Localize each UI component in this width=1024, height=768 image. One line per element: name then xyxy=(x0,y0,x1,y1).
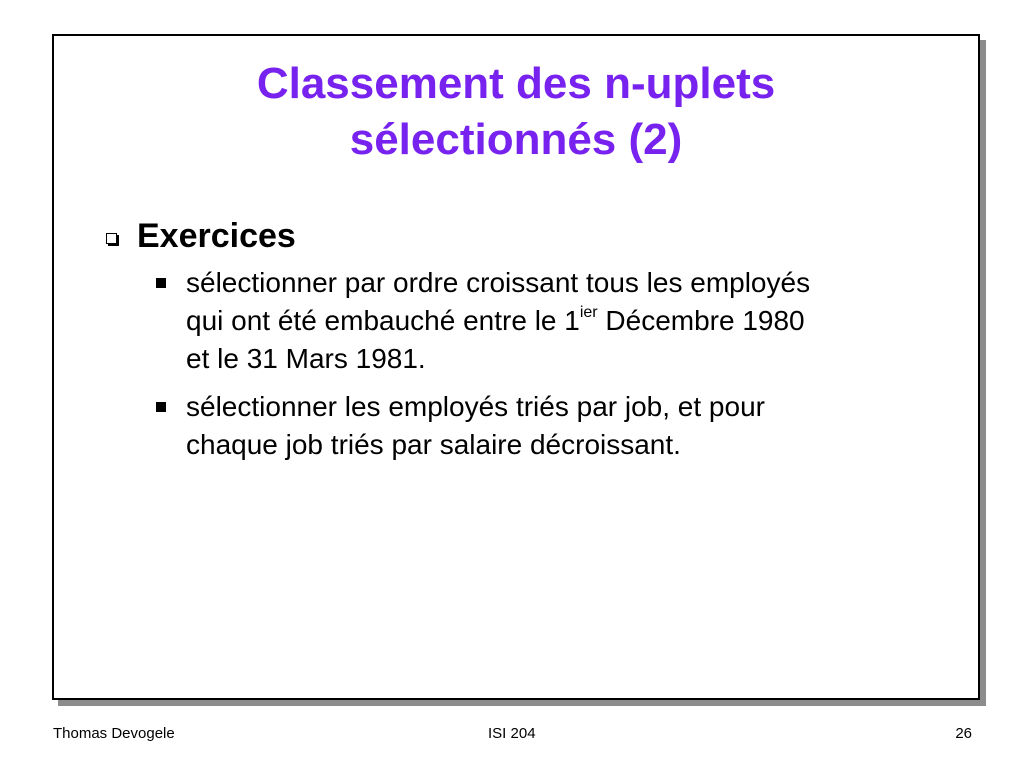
slide-title-line-1: Classement des n-uplets xyxy=(256,59,776,108)
bullet-item-1-line-2-start: qui ont été embauché entre le 1 xyxy=(186,305,580,336)
filled-square-bullet-icon xyxy=(156,278,166,288)
ordinal-superscript: ier xyxy=(579,303,598,321)
slide-frame xyxy=(52,34,980,700)
filled-square-bullet-icon xyxy=(156,402,166,412)
bullet-item-2-line-2: chaque job triés par salaire décroissant. xyxy=(186,429,681,460)
footer-course: ISI 204 xyxy=(488,725,536,742)
bullet-item-1-line-1: sélectionner par ordre croissant tous les employés xyxy=(186,267,811,298)
slide-title xyxy=(54,56,978,168)
footer-author: Thomas Devogele xyxy=(53,725,175,742)
section-heading: Exercices xyxy=(137,217,296,255)
bullet-item-2 xyxy=(156,388,956,464)
bullet-item-1-line-2-end: Décembre 1980 xyxy=(597,305,805,336)
bullet-item-2-line-1: sélectionner les employés triés par job, et pour xyxy=(186,391,765,422)
bullet-item-1-text xyxy=(186,264,956,378)
bullet-item-1-line-3: et le 31 Mars 1981. xyxy=(186,343,426,374)
hollow-square-bullet-icon xyxy=(106,233,117,244)
slide-title-line-2: sélectionnés (2) xyxy=(349,115,683,164)
footer-page-number: 26 xyxy=(955,725,972,742)
bullet-item-1 xyxy=(156,264,956,378)
bullet-item-1-line-2 xyxy=(186,302,956,340)
bullet-item-2-text xyxy=(186,388,956,464)
section-heading-row xyxy=(106,216,296,256)
